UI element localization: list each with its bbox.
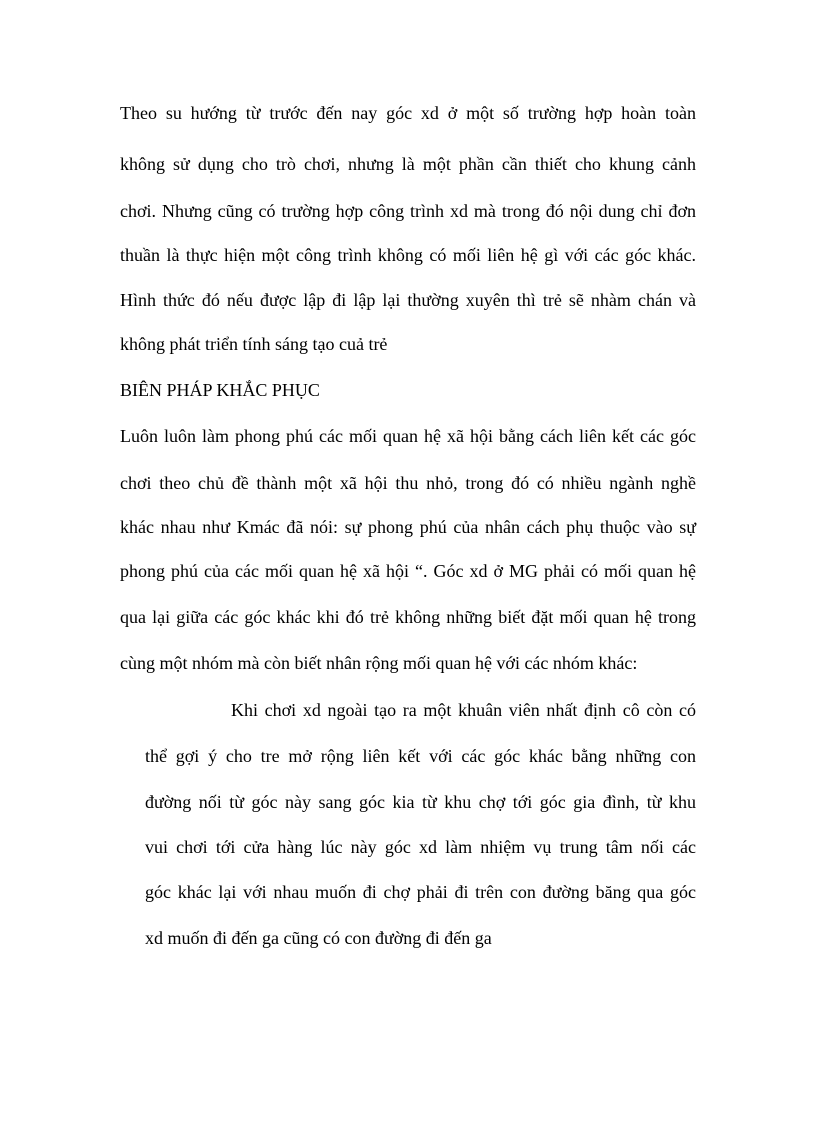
paragraph-line: thuần là thực hiện một công trình không có mối liên hệ gì với các góc khác.	[120, 245, 696, 265]
paragraph-line: xd muốn đi đến ga cũng có con đường đi đến ga	[145, 928, 492, 948]
paragraph-line: chơi. Nhưng cũng có trường hợp công trình xd mà trong đó nội dung chỉ đơn	[120, 201, 696, 221]
paragraph-line: Hình thức đó nếu được lập đi lập lại thường xuyên thì trẻ sẽ nhàm chán và	[120, 290, 696, 310]
paragraph-line: thể gợi ý cho tre mở rộng liên kết với các góc khác bằng những con	[145, 746, 696, 766]
paragraph-line: phong phú của các mối quan hệ xã hội “. Góc xd ở MG phải có mối quan hệ	[120, 561, 696, 581]
paragraph-line: Theo su hướng từ trước đến nay góc xd ở một số trường hợp hoàn toàn	[120, 103, 696, 123]
paragraph-line: khác nhau như Kmác đã nói: sự phong phú của nhân cách phụ thuộc vào sự	[120, 517, 696, 537]
paragraph-line: Luôn luôn làm phong phú các mối quan hệ xã hội bằng cách liên kết các góc	[120, 426, 696, 446]
paragraph-line: vui chơi tới cửa hàng lúc này góc xd làm nhiệm vụ trung tâm nối các	[145, 837, 696, 857]
paragraph-line: đường nối từ góc này sang góc kia từ khu chợ tới góc gia đình, từ khu	[145, 792, 696, 812]
paragraph-line: không sử dụng cho trò chơi, nhưng là một phần cần thiết cho khung cảnh	[120, 154, 696, 174]
paragraph-line: cùng một nhóm mà còn biết nhân rộng mối quan hệ với các nhóm khác:	[120, 653, 638, 673]
paragraph-line: qua lại giữa các góc khác khi đó trẻ không những biết đặt mối quan hệ trong	[120, 607, 696, 627]
section-heading: BIÊN PHÁP KHẮC PHỤC	[120, 380, 320, 400]
paragraph-line: Khi chơi xd ngoài tạo ra một khuân viên nhất định cô còn có	[231, 700, 696, 720]
paragraph-line: góc khác lại với nhau muốn đi chợ phải đi trên con đường băng qua góc	[145, 882, 696, 902]
paragraph-line: chơi theo chủ đề thành một xã hội thu nhỏ, trong đó có nhiều ngành nghề	[120, 473, 696, 493]
paragraph-line: không phát triển tính sáng tạo cuả trẻ	[120, 334, 388, 354]
